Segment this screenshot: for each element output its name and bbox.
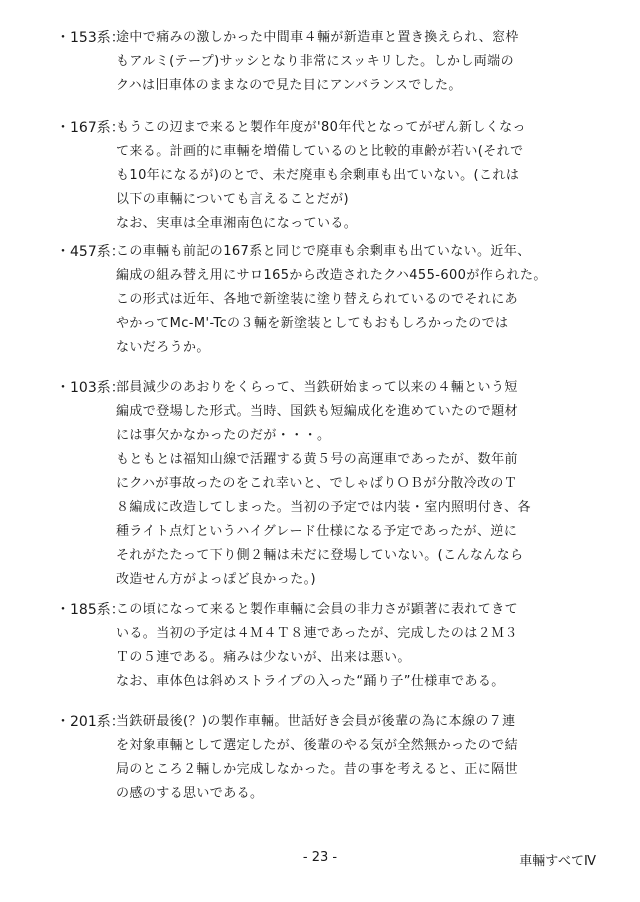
entry-153 [56, 26, 596, 98]
entry-185 [56, 598, 596, 694]
entry-167 [56, 116, 596, 236]
footer-title: 車輛すべてⅣ [519, 854, 596, 869]
entry-label: ・153系： [56, 30, 125, 46]
entry-label: ・201系： [56, 714, 125, 730]
entry-text: もうこの辺まで来ると製作年度が'80年代となってがぜん新しくなっ て来る。計画的に車輛を増備しているのと比較的車齢が若い(それで も10年になるが)のとで、未だ廃車も余剰車も出ていない。(これは 以下の車輛についても言えることだが) なお、実車は全車湘南色になっている。 [116, 120, 526, 231]
entry-label: ・185系： [56, 602, 125, 618]
entry-text: 途中で痛みの激しかった中間車４輛が新造車と置き換えられ、窓枠 もアルミ(テープ)サッシとなり非常にスッキリした。しかし両端の クハは旧車体のままなので見た目にアンバランスでした。 [116, 30, 519, 93]
entry-label: ・103系： [56, 380, 125, 396]
entry-text: この頃になって来ると製作車輛に会員の非力さが顕著に表れてきて いる。当初の予定は４Ｍ４Ｔ８連であったが、完成したのは２Ｍ３ Ｔの５連である。痛みは少ないが、出来は悪い。 なお、車体色は斜めストライプの入った“踊り子”仕様車である。 [116, 602, 519, 689]
entry-text: 当鉄研最後(？)の製作車輛。世話好き会員が後輩の為に本線の７連 を対象車輛として選定したが、後輩のやる気が全然無かったので結 局のところ２輛しか完成しなかった。昔の事を考えると、正に隔世 の感のする思いである。 [116, 714, 519, 801]
entry-103 [56, 376, 596, 592]
entry-457 [56, 240, 596, 360]
entry-text: この車輛も前記の167系と同じで廃車も余剰車も出ていない。近年、 編成の組み替え用にサロ165から改造されたクハ455-600が作られた。 この形式は近年、各地で新塗装に塗り替えられているのでそれにあ やかってMc-M'-Tcの３輛を新塗装としてもおもしろかったのでは ないだろうか。 [116, 244, 547, 355]
entry-201 [56, 710, 596, 806]
entry-label: ・457系： [56, 244, 125, 260]
entry-text: 部員減少のあおりをくらって、当鉄研始まって以来の４輛という短 編成で登場した形式。当時、国鉄も短編成化を進めていたので題材 には事欠かなかったのだが・・・。 もともとは福知山線で活躍する黄５号の高運車であったが、数年前 にクハが事故ったのをこれ幸いと、でしゃばりＯＢが分散冷改のＴ ８編成に改造してしまった。当初の予定では内装・室内照明付き、各 種ライト点灯というハイグレード仕様になる予定であったが、逆に それがたたって下り側２輛は未だに登場していない。(こんなんなら 改造せん方がよっぽど良かった。) [116, 380, 531, 587]
page-number: - 23 - [302, 850, 338, 865]
entry-label: ・167系： [56, 120, 125, 136]
